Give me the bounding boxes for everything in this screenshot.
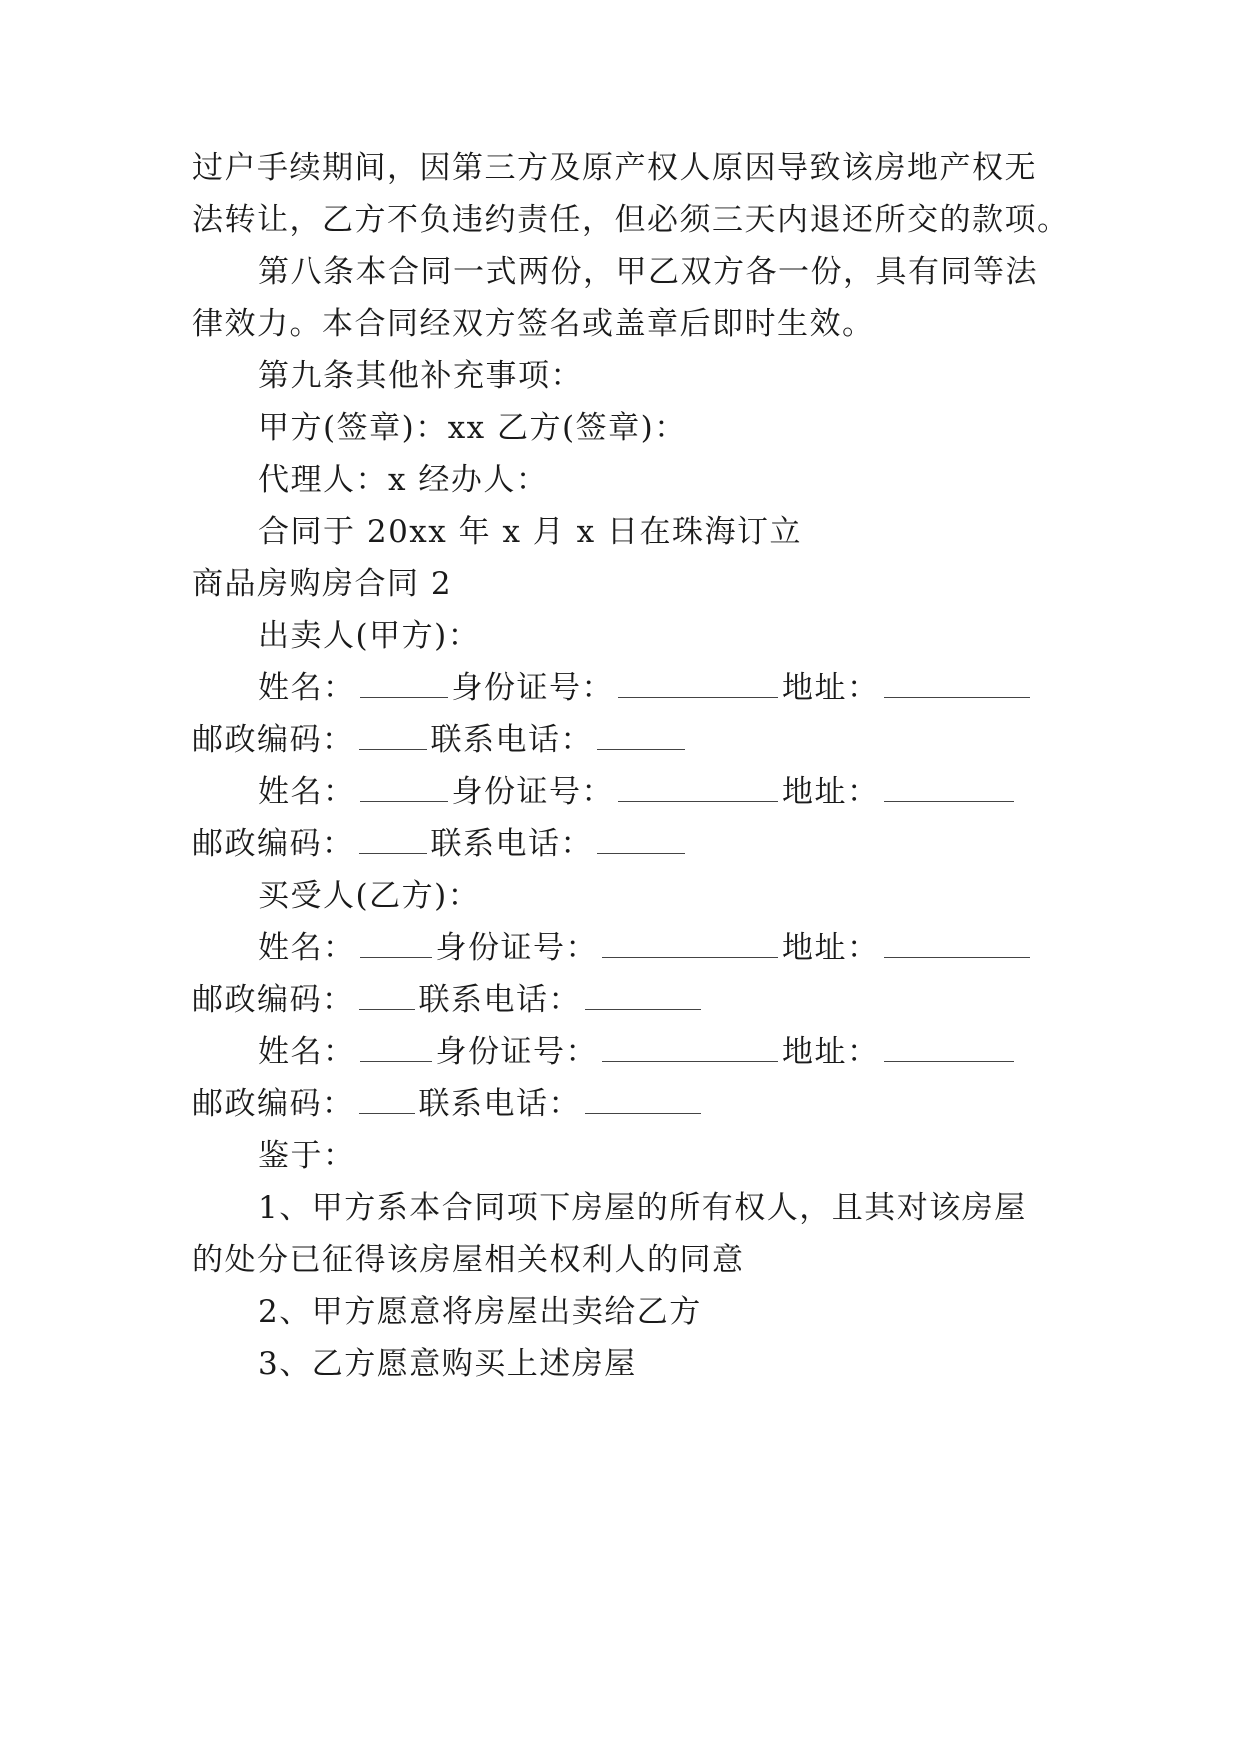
buyer-1-info xyxy=(258,926,1052,970)
address-label: 地址： xyxy=(782,1034,880,1070)
seller-heading: 出卖人(甲方)： xyxy=(258,618,481,654)
buyer-heading: 买受人(乙方)： xyxy=(258,878,481,914)
postal-blank xyxy=(359,823,427,854)
buyer-2-contact xyxy=(192,1082,1052,1126)
address-label: 地址： xyxy=(782,774,880,810)
id-label: 身份证号： xyxy=(435,1034,598,1070)
id-label: 身份证号： xyxy=(451,774,614,810)
phone-label: 联系电话： xyxy=(418,982,581,1018)
address-label: 地址： xyxy=(782,670,880,706)
address-blank xyxy=(884,771,1014,802)
clause-3: 3、乙方愿意购买上述房屋 xyxy=(258,1346,637,1382)
signature-line: 甲方(签章)：xx 乙方(签章)： xyxy=(258,410,687,446)
phone-blank xyxy=(585,979,701,1010)
buyer-2-info xyxy=(258,1030,1052,1074)
name-label: 姓名： xyxy=(258,670,356,706)
seller-1-contact xyxy=(192,718,1052,762)
whereas-heading: 鉴于： xyxy=(258,1138,356,1174)
postal-label: 邮政编码： xyxy=(192,722,355,758)
postal-blank xyxy=(359,719,427,750)
article-9: 第九条其他补充事项： xyxy=(258,358,583,394)
name-label: 姓名： xyxy=(258,774,356,810)
clause-1-line: 1、甲方系本合同项下房屋的所有权人，且其对该房屋 xyxy=(258,1190,1027,1226)
name-blank xyxy=(360,667,448,698)
id-label: 身份证号： xyxy=(435,930,598,966)
name-blank xyxy=(360,771,448,802)
clause-2: 2、甲方愿意将房屋出卖给乙方 xyxy=(258,1294,702,1330)
phone-blank xyxy=(585,1083,701,1114)
article-8-line: 第八条本合同一式两份，甲乙双方各一份，具有同等法 xyxy=(258,254,1038,290)
postal-blank xyxy=(359,979,415,1010)
address-blank xyxy=(884,667,1030,698)
clause-1-line: 的处分已征得该房屋相关权利人的同意 xyxy=(192,1242,745,1278)
seller-2-contact xyxy=(192,822,1052,866)
id-label: 身份证号： xyxy=(451,670,614,706)
contract-2-title: 商品房购房合同 2 xyxy=(192,566,453,602)
id-blank xyxy=(602,1031,778,1062)
phone-label: 联系电话： xyxy=(430,722,593,758)
address-label: 地址： xyxy=(782,930,880,966)
paragraph-line: 过户手续期间，因第三方及原产权人原因导致该房地产权无 xyxy=(192,150,1037,186)
phone-label: 联系电话： xyxy=(430,826,593,862)
phone-blank xyxy=(597,719,685,750)
seller-1-info xyxy=(258,666,1052,710)
buyer-1-contact xyxy=(192,978,1052,1022)
paragraph-line: 法转让，乙方不负违约责任，但必须三天内退还所交的款项。 xyxy=(192,202,1070,238)
article-8-line: 律效力。本合同经双方签名或盖章后即时生效。 xyxy=(192,306,875,342)
postal-label: 邮政编码： xyxy=(192,1086,355,1122)
name-label: 姓名： xyxy=(258,930,356,966)
agent-line: 代理人：x 经办人： xyxy=(258,462,549,498)
id-blank xyxy=(602,927,778,958)
id-blank xyxy=(618,771,778,802)
postal-label: 邮政编码： xyxy=(192,982,355,1018)
name-blank xyxy=(360,927,432,958)
name-blank xyxy=(360,1031,432,1062)
postal-blank xyxy=(359,1083,415,1114)
id-blank xyxy=(618,667,778,698)
address-blank xyxy=(884,1031,1014,1062)
signed-date-line: 合同于 20xx 年 x 月 x 日在珠海订立 xyxy=(258,514,803,550)
phone-label: 联系电话： xyxy=(418,1086,581,1122)
postal-label: 邮政编码： xyxy=(192,826,355,862)
name-label: 姓名： xyxy=(258,1034,356,1070)
seller-2-info xyxy=(258,770,1052,814)
address-blank xyxy=(884,927,1030,958)
phone-blank xyxy=(597,823,685,854)
